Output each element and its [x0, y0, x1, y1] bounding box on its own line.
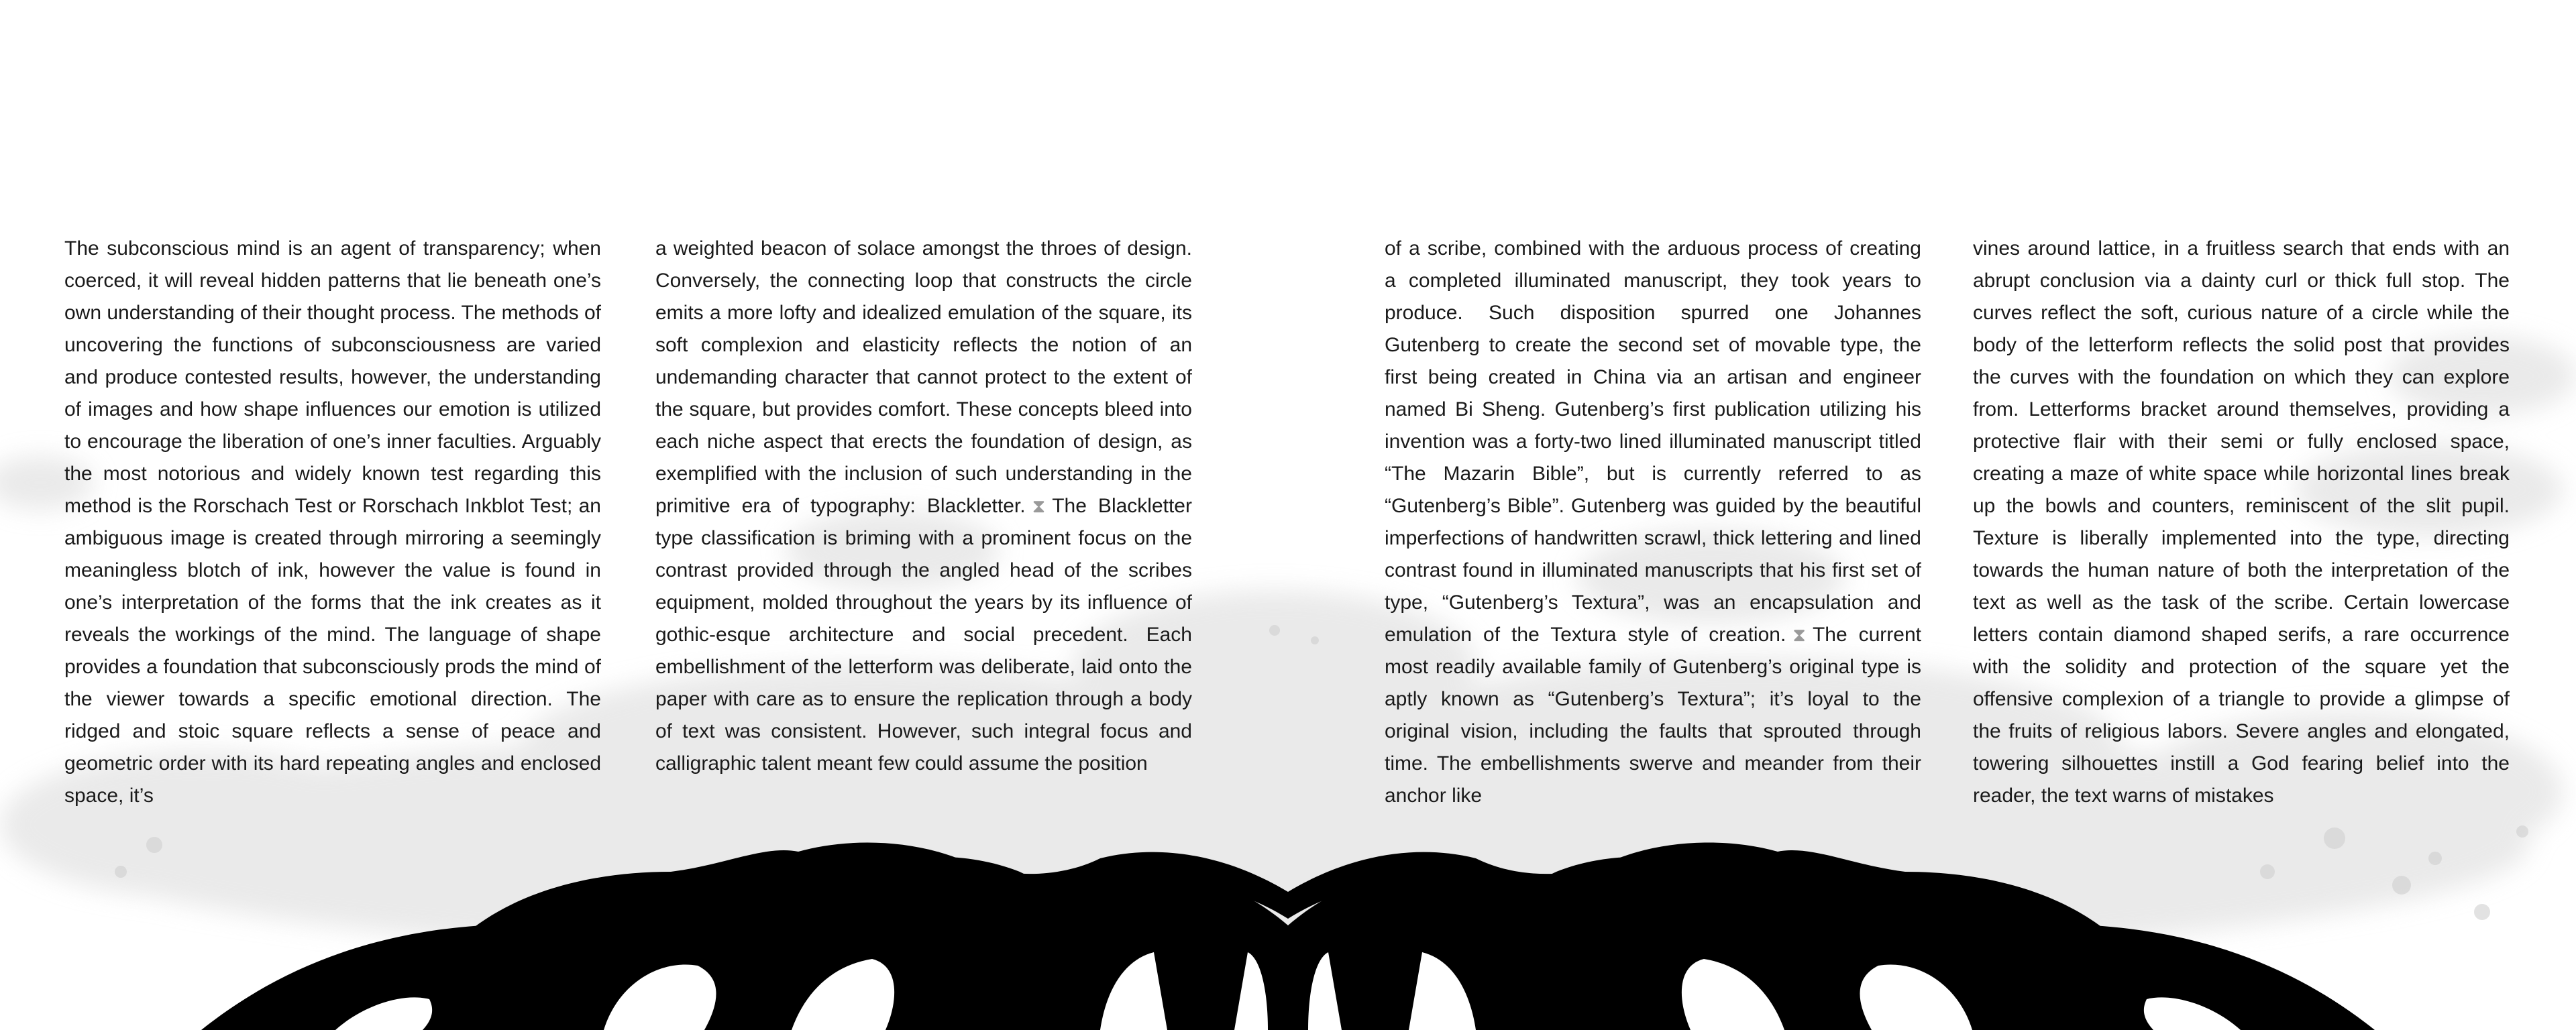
column-1-text: The subconscious mind is an agent of transparency; when coerced, it will reveal hidden patterns that lie beneath one’s own understanding of their thought process. The methods of uncovering the functions of subconsciousness are varied and produce contested results, however, the understanding of images and how shape influences our emotion is utilized to encourage the liberation of one’s inner faculties. Arguably the most notorious and widely known test regarding this method is the Rorschach Test or Rorschach Inkblot Test; an ambiguous image is created through mirroring a seemingly meaningless blotch of ink, however the value is found in one’s interpretation of the forms that the ink creates as it reveals the workings of the mind. The language of shape provides a foundation that subconsciously prods the mind of the viewer towards a specific emotional direction. The ridged and stoic square reflects a sense of peace and geometric order with its hard repeating angles and enclosed space, it’s — [64, 237, 601, 807]
hourglass-ornament-icon: ⧗ — [1032, 495, 1046, 517]
column-2-text-part-1: a weighted beacon of solace amongst the throes of design. Conversely, the connecting loop that constructs the circle emits a more lofty and idealized emulation of the square, its soft complexion and elasticity reflects the notion of an undemanding character that cannot protect to the extent of the square, but provides comfort. These concepts bleed into each niche aspect that erects the foundation of design, as exemplified with the inclusion of such understanding in the primitive era of typography: Blackletter. — [655, 237, 1192, 517]
text-column-4 — [1973, 233, 2510, 812]
column-3-text-part-2: The current most readily available family of Gutenberg’s original type is aptly known as “Gutenberg’s Textura”; it’s loyal to the original vision, including the faults that sprouted through time. The embellishments swerve and meander from their anchor like — [1385, 624, 1921, 807]
text-column-3 — [1385, 233, 1921, 812]
column-3-text-part-1: of a scribe, combined with the arduous process of creating a completed illuminated manuscript, they took years to produce. Such disposition spurred one Johannes Gutenberg to create the second set of movable type, the first being created in China via an artisan and engineer named Bi Sheng. Gutenberg’s first publication utilizing his invention was a forty-two lined illuminated manuscript titled “The Mazarin Bible”, but is currently referred to as “Gutenberg’s Bible”. Gutenberg was guided by the beautiful imperfections of handwritten scrawl, thick lettering and lined contrast found in illuminated manuscripts that his first set of type, “Gutenberg’s Textura”, was an encapsulation and emulation of the Textura style of creation. — [1385, 237, 1921, 646]
text-column-1 — [64, 233, 601, 812]
hourglass-ornament-icon: ⧗ — [1792, 624, 1806, 646]
column-2-text-part-2: The Blackletter type classification is briming with a prominent focus on the contrast provided through the angled head of the scribes equipment, molded throughout the years by its influence of gothic-esque architecture and social precedent. Each embellishment of the letterform was deliberate, laid onto the paper with care as to ensure the replication through a body of text was consistent. However, such integral focus and calligraphic talent meant few could assume the position — [655, 495, 1192, 775]
column-4-text: vines around lattice, in a fruitless search that ends with an abrupt conclusion via a dainty curl or thick full stop. The curves reflect the soft, curious nature of a circle while the body of the letterform reflects the solid post that provides the curves with the foundation on which they can explore from. Letterforms bracket around themselves, providing a protective flair with their semi or fully enclosed space, creating a maze of white space while horizontal lines break up the bowls and counters, reminiscent of the slit pupil. Texture is liberally implemented into the type, directing towards the human nature of both the interpretation of the text as well as the task of the scribe. Certain lowercase letters contain diamond shaped serifs, a rare occurrence with the solidity and protection of the square yet the offensive complexion of a triangle to provide a glimpse of the fruits of religious labors. Severe angles and elongated, towering silhouettes instill a God fearing belief into the reader, the text warns of mistakes — [1973, 237, 2510, 807]
text-column-2 — [655, 233, 1192, 780]
